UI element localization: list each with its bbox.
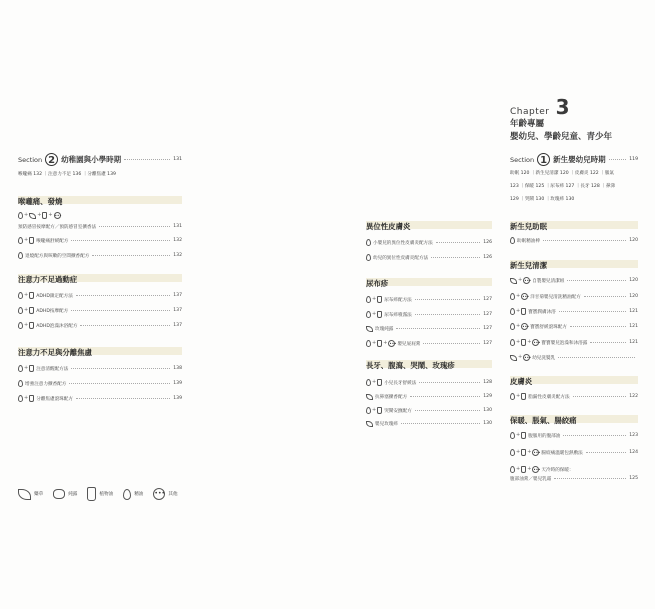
left-group1-title: 喉嚨痛、發燒	[18, 197, 63, 206]
other-icon: •••	[533, 450, 541, 455]
essential-oil-icon	[510, 237, 515, 244]
essential-oil-icon	[18, 252, 23, 259]
list-item: + 小兒長牙舒緩法 128	[366, 378, 492, 387]
list-item: + ••• 自製嬰兒清潔組 120	[510, 276, 638, 285]
essential-oil-icon	[18, 395, 23, 402]
list-item: + + ••• 天冷時的保暖：	[510, 465, 638, 474]
section1-sub-line1: 助眠 120 ｜新生兒清潔 120 ｜皮膚炎 122 ｜脹氣	[510, 171, 614, 176]
essential-oil-icon	[18, 212, 23, 219]
section2-number: 2	[45, 153, 58, 166]
essential-oil-icon	[510, 293, 515, 300]
essential-oil-icon	[18, 322, 23, 329]
carrier-oil-icon	[377, 407, 382, 414]
mid-group2-title: 尿布疹	[366, 279, 389, 288]
essential-oil-icon	[366, 407, 371, 414]
legend-item: 精油	[123, 489, 143, 500]
herb-icon	[18, 489, 31, 500]
list-item: + ••• 寶寶舒緩滾珠配方 121	[510, 322, 638, 331]
carrier-oil-icon	[377, 379, 382, 386]
herb-icon	[510, 355, 517, 361]
carrier-oil-icon	[521, 308, 526, 315]
essential-oil-icon	[366, 254, 371, 261]
list-item: + 寶寶潤膚沐浴 121	[510, 307, 638, 316]
carrier-oil-icon	[29, 395, 34, 402]
right-group4-title: 保暖、脹氣、腸絞痛	[510, 416, 577, 425]
essential-oil-icon	[18, 307, 23, 314]
other-icon: •••	[524, 278, 532, 283]
mid-group1-title: 異位性皮膚炎	[366, 222, 411, 231]
other-icon: •••	[522, 294, 530, 299]
chapter-heading	[510, 95, 570, 119]
list-item: 助眠精油棒 120	[510, 236, 638, 245]
section1-sub-line2: 123 ｜保暖 125 ｜尿布疹 127 ｜長牙 128 ｜鼻涕	[510, 184, 616, 189]
carrier-oil-icon	[29, 292, 34, 299]
chapter-label: Chapter	[510, 107, 550, 117]
mid-group3-title: 長牙、腹瀉、哭鬧、玫瑰疹	[366, 361, 455, 370]
essential-oil-icon	[366, 311, 371, 318]
list-item: 玫瑰純露 127	[366, 324, 492, 333]
legend-item: 植物油	[87, 487, 113, 501]
carrier-oil-icon	[29, 365, 34, 372]
essential-oil-icon	[366, 340, 371, 347]
carrier-oil-icon	[521, 449, 526, 456]
carrier-oil-icon	[521, 432, 526, 439]
section1-number: 1	[537, 153, 550, 166]
list-item: + ADHD泡澡沐浴配方 137	[18, 321, 182, 330]
herb-icon	[366, 421, 373, 427]
legend-item: 藥草	[18, 489, 43, 500]
carrier-oil-icon	[377, 296, 382, 303]
list-item: + 喉嚨痛舒緩配方 132	[18, 236, 182, 245]
herb-icon	[29, 213, 36, 219]
carrier-oil-icon	[521, 393, 526, 400]
herb-icon	[366, 394, 373, 400]
chapter-number: 3	[555, 95, 570, 119]
list-item: + 注意清醒配方法 138	[18, 364, 182, 373]
carrier-oil-icon	[29, 307, 34, 314]
other-icon: •••	[533, 340, 541, 345]
section1-title: 新生嬰幼兒時期	[553, 155, 606, 164]
list-item: 幼兒的異位性皮膚炎配方法 126	[366, 253, 492, 262]
essential-oil-icon	[123, 489, 131, 500]
carrier-oil-icon	[42, 212, 47, 219]
carrier-oil-icon	[377, 311, 382, 318]
list-item: + ADHD鎮定配方法 137	[18, 291, 182, 300]
list-item: 增強注意力擴香配方 139	[18, 379, 182, 388]
essential-oil-icon	[366, 239, 371, 246]
list-item: + 分離焦慮滾珠配方 139	[18, 394, 182, 403]
other-icon: •••	[522, 324, 530, 329]
list-item: + + ••• 腸絞痛溫暖包熱敷法 124	[510, 448, 638, 457]
essential-oil-icon	[366, 296, 371, 303]
list-item: 退燒配方與咳嗽的空間擴香配方 132	[18, 251, 182, 260]
essential-oil-icon	[18, 380, 23, 387]
section2-page: 131	[173, 157, 182, 162]
right-group3-title: 皮膚炎	[510, 377, 533, 386]
list-item: + 哭鬧安撫配方 130	[366, 406, 492, 415]
section1-heading	[510, 153, 638, 166]
list-item: + + ••• 寶寶嬰兒泡澡和沐浴露 121	[510, 338, 638, 347]
carrier-oil-icon	[29, 237, 34, 244]
legend-item: ••• 其他	[153, 488, 177, 500]
list-item: + ••• 洋甘菊嬰兒清洗精油配方 120	[510, 292, 638, 301]
left-group3-title: 注意力不足與分離焦慮	[18, 348, 92, 357]
list-item: + + + •••	[18, 211, 182, 220]
list-item: 預防感冒按摩配方／預防感冒室擴香法 131	[18, 224, 182, 230]
essential-oil-icon	[510, 466, 515, 473]
other-icon: •••	[54, 213, 62, 218]
right-group1-title: 新生兒助眠	[510, 222, 547, 231]
essential-oil-icon	[18, 237, 23, 244]
carrier-oil-icon	[87, 487, 96, 501]
list-item: 小嬰兒的異位性皮膚炎配方法 126	[366, 238, 492, 247]
list-item: + ••• 幼兒洗髮乳	[510, 353, 638, 362]
section1-label: Section	[510, 155, 535, 164]
essential-oil-icon	[510, 393, 515, 400]
hydrosol-icon	[53, 489, 65, 499]
carrier-oil-icon	[521, 466, 526, 473]
chapter-title1: 年齡專屬	[510, 119, 545, 129]
list-item: + ADHD按摩配方 137	[18, 306, 182, 315]
list-item: + 脂漏性皮膚炎配方法 122	[510, 392, 638, 401]
section2-label: Section	[18, 155, 43, 164]
left-group2-title: 注意力不足過動症	[18, 275, 78, 284]
section2-title: 幼稚園與小學時期	[61, 155, 122, 164]
essential-oil-icon	[18, 365, 23, 372]
section2-heading	[18, 153, 182, 166]
carrier-oil-icon	[29, 322, 34, 329]
essential-oil-icon	[510, 432, 515, 439]
legend	[18, 487, 178, 501]
essential-oil-icon	[18, 292, 23, 299]
essential-oil-icon	[510, 323, 515, 330]
list-item: 腹部油膏／嬰兒乳霜 125	[510, 476, 638, 482]
other-icon: •••	[524, 355, 532, 360]
list-item: 抗鼻塞擴香配方 129	[366, 392, 492, 401]
section2-sub: 喉嚨痛 132 ｜注意力不足 136 ｜分離焦慮 139	[18, 172, 116, 177]
other-icon: •••	[533, 467, 541, 472]
carrier-oil-icon	[521, 339, 526, 346]
list-item: + 尿布疹噴霧法 127	[366, 310, 492, 319]
herb-icon	[510, 278, 517, 284]
essential-oil-icon	[366, 379, 371, 386]
section1-page: 119	[629, 157, 638, 162]
essential-oil-icon	[510, 339, 515, 346]
legend-item: 純露	[53, 489, 77, 499]
list-item: 嬰兒玫瑰疹 130	[366, 419, 492, 428]
other-icon: •••	[153, 488, 165, 500]
other-icon: •••	[389, 341, 397, 346]
list-item: + 腹脹用的腹部油 123	[510, 431, 638, 440]
right-group2-title: 新生兒清潔	[510, 261, 547, 270]
list-item: + + ••• 嬰兒屁屁膏 127	[366, 339, 492, 348]
carrier-oil-icon	[377, 340, 382, 347]
essential-oil-icon	[510, 308, 515, 315]
section1-sub-line3: 129 ｜哭鬧 130 ｜玫瑰疹 130	[510, 197, 575, 202]
essential-oil-icon	[510, 449, 515, 456]
list-item: + 尿布疹配方法 127	[366, 295, 492, 304]
hydrosol-icon	[366, 326, 373, 332]
chapter-title2: 嬰幼兒、學齡兒童、青少年	[510, 132, 613, 142]
